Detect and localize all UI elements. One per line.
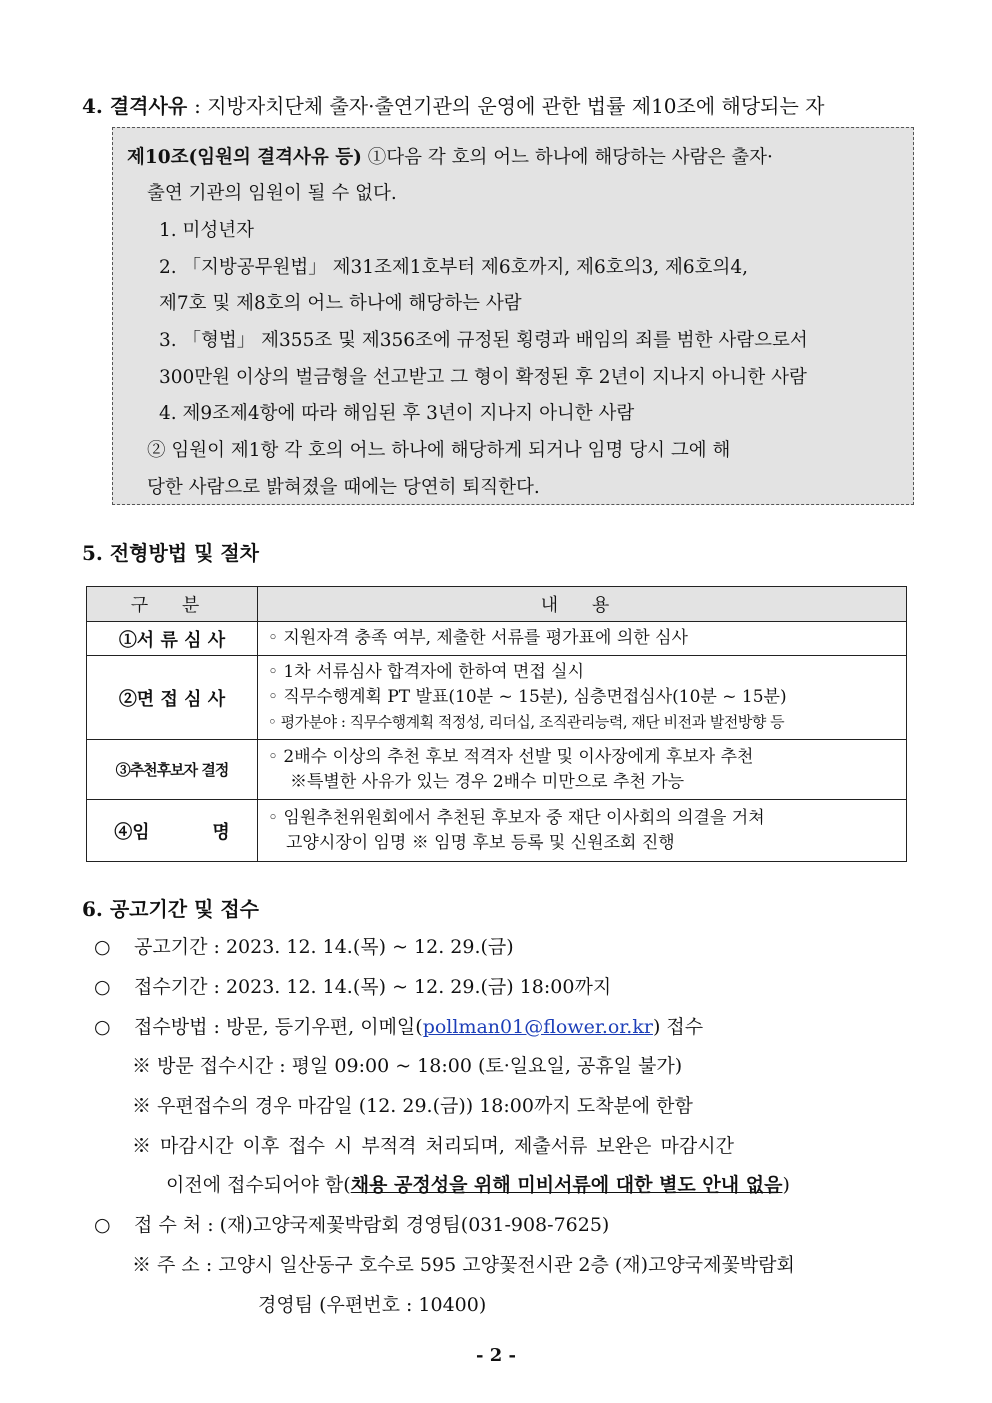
method-line (94, 1013, 703, 1041)
section4-num: 4. (82, 94, 103, 118)
note-emphasis: 채용 공정성을 위해 미비서류에 대한 별도 안내 없음 (350, 1174, 783, 1196)
article-item-4: 4. 제9조제4항에 따라 해임된 후 3년이 지나지 아니한 사람 (159, 403, 635, 424)
table-header-content: 내 용 (258, 587, 907, 622)
article-item-1: 1. 미성년자 (159, 220, 255, 241)
table-header-category: 구 분 (87, 587, 258, 622)
row-category: ④임 명 (87, 800, 258, 862)
note-late-submission-2 (166, 1171, 790, 1199)
article-line-1 (127, 144, 773, 172)
contact-email-link[interactable]: pollman01@flower.or.kr (422, 1016, 653, 1038)
note-post: ) (782, 1174, 790, 1196)
row-content (258, 622, 907, 656)
page-number: - 2 - (476, 1345, 516, 1366)
method-pre: 접수방법 : 방문, 등기우편, 이메일( (134, 1016, 423, 1038)
row-line: ◦ 임원추천위원회에서 추천된 후보자 중 재단 이사회의 의결을 거쳐 (268, 807, 765, 828)
article-para-2a: ② 임원이 제1항 각 호의 어느 하나에 해당하게 되거나 임명 당시 그에 해 (147, 440, 731, 461)
section6-title: 6. 공고기간 및 접수 (82, 897, 260, 921)
selection-procedure-table (86, 586, 907, 862)
row-line: ◦ 2배수 이상의 추천 후보 적격자 선발 및 이사장에게 후보자 추천 (268, 746, 754, 767)
method-post: ) 접수 (652, 1016, 704, 1038)
article-para-2b: 당한 사람으로 밝혀졌을 때에는 당연히 퇴직한다. (147, 477, 540, 498)
row-content (258, 740, 907, 800)
table-header-row (87, 587, 907, 622)
row-category: ②면 접 심 사 (87, 656, 258, 740)
row-content (258, 656, 907, 740)
law-article-box (112, 127, 914, 505)
announcement-period: 공고기간 : 2023. 12. 14.(목) ~ 12. 29.(금) (134, 936, 514, 958)
receipt-office: 접 수 처 : (재)고양국제꽃박람회 경영팀(031-908-7625) (134, 1214, 610, 1236)
circle-bullet-icon: ○ (94, 1214, 111, 1236)
table-row (87, 800, 907, 862)
receipt-period: 접수기간 : 2023. 12. 14.(목) ~ 12. 29.(금) 18:00까지 (134, 976, 612, 998)
row-line: 고양시장이 임명 ※ 임명 후보 등록 및 신원조회 진행 (286, 832, 675, 853)
address-line-2: 경영팀 (우편번호 : 10400) (258, 1294, 487, 1316)
note-pre: 이전에 접수되어야 함( (166, 1174, 351, 1196)
section4-title: 결격사유 (109, 94, 188, 118)
table-row (87, 740, 907, 800)
article-intro: ①다음 각 호의 어느 하나에 해당하는 사람은 출자· (367, 147, 773, 168)
period-line (94, 933, 514, 961)
row-line: ※특별한 사유가 있는 경우 2배수 미만으로 추천 가능 (290, 771, 685, 792)
note-mail-deadline: ※ 우편접수의 경우 마감일 (12. 29.(금)) 18:00까지 도착분에 한함 (132, 1095, 693, 1117)
address-line-1: ※ 주 소 : 고양시 일산동구 호수로 595 고양꽃전시관 2층 (재)고양국제꽃박람회 (132, 1254, 795, 1276)
note-late-submission: ※ 마감시간 이후 접수 시 부적격 처리되며, 제출서류 보완은 마감시간 (132, 1135, 734, 1157)
circle-bullet-icon: ○ (94, 976, 111, 998)
row-content (258, 800, 907, 862)
article-item-3b: 300만원 이상의 벌금형을 선고받고 그 형이 확정된 후 2년이 지나지 아니한 사람 (159, 367, 807, 388)
article-item-3a: 3. 「형법」 제355조 및 제356조에 규정된 횡령과 배임의 죄를 범한 사람으로서 (159, 330, 808, 351)
article-intro-2: 출연 기관의 임원이 될 수 없다. (147, 183, 397, 204)
row-line: ◦ 지원자격 충족 여부, 제출한 서류를 평가표에 의한 심사 (268, 628, 688, 648)
section4-desc: : 지방자치단체 출자·출연기관의 운영에 관한 법률 제10조에 해당되는 자 (194, 94, 825, 118)
office-line (94, 1211, 609, 1239)
row-line: ◦ 1차 서류심사 합격자에 한하여 면접 실시 (268, 662, 585, 682)
note-visit-hours: ※ 방문 접수시간 : 평일 09:00 ~ 18:00 (토·일요일, 공휴일 불가) (132, 1055, 683, 1077)
article-item-2b: 제7호 및 제8호의 어느 하나에 해당하는 사람 (159, 293, 522, 314)
article-title: 제10조(임원의 결격사유 등) (127, 147, 362, 168)
circle-bullet-icon: ○ (94, 1016, 111, 1038)
row-line: ◦ 평가분야 : 직무수행계획 적정성, 리더십, 조직관리능력, 재단 비전과 발전방향 등 (268, 713, 785, 731)
table-row (87, 622, 907, 656)
section5-title: 5. 전형방법 및 절차 (82, 541, 260, 565)
section4-heading (82, 92, 824, 120)
row-line: ◦ 직무수행계획 PT 발표(10분 ~ 15분), 심층면접심사(10분 ~ 15분) (268, 687, 787, 707)
row-category: ③추천후보자 결정 (87, 740, 258, 800)
row-category: ①서 류 심 사 (87, 622, 258, 656)
table-row (87, 656, 907, 740)
circle-bullet-icon: ○ (94, 936, 111, 958)
receipt-line (94, 973, 611, 1001)
article-item-2a: 2. 「지방공무원법」 제31조제1호부터 제6호까지, 제6호의3, 제6호의4, (159, 257, 749, 278)
